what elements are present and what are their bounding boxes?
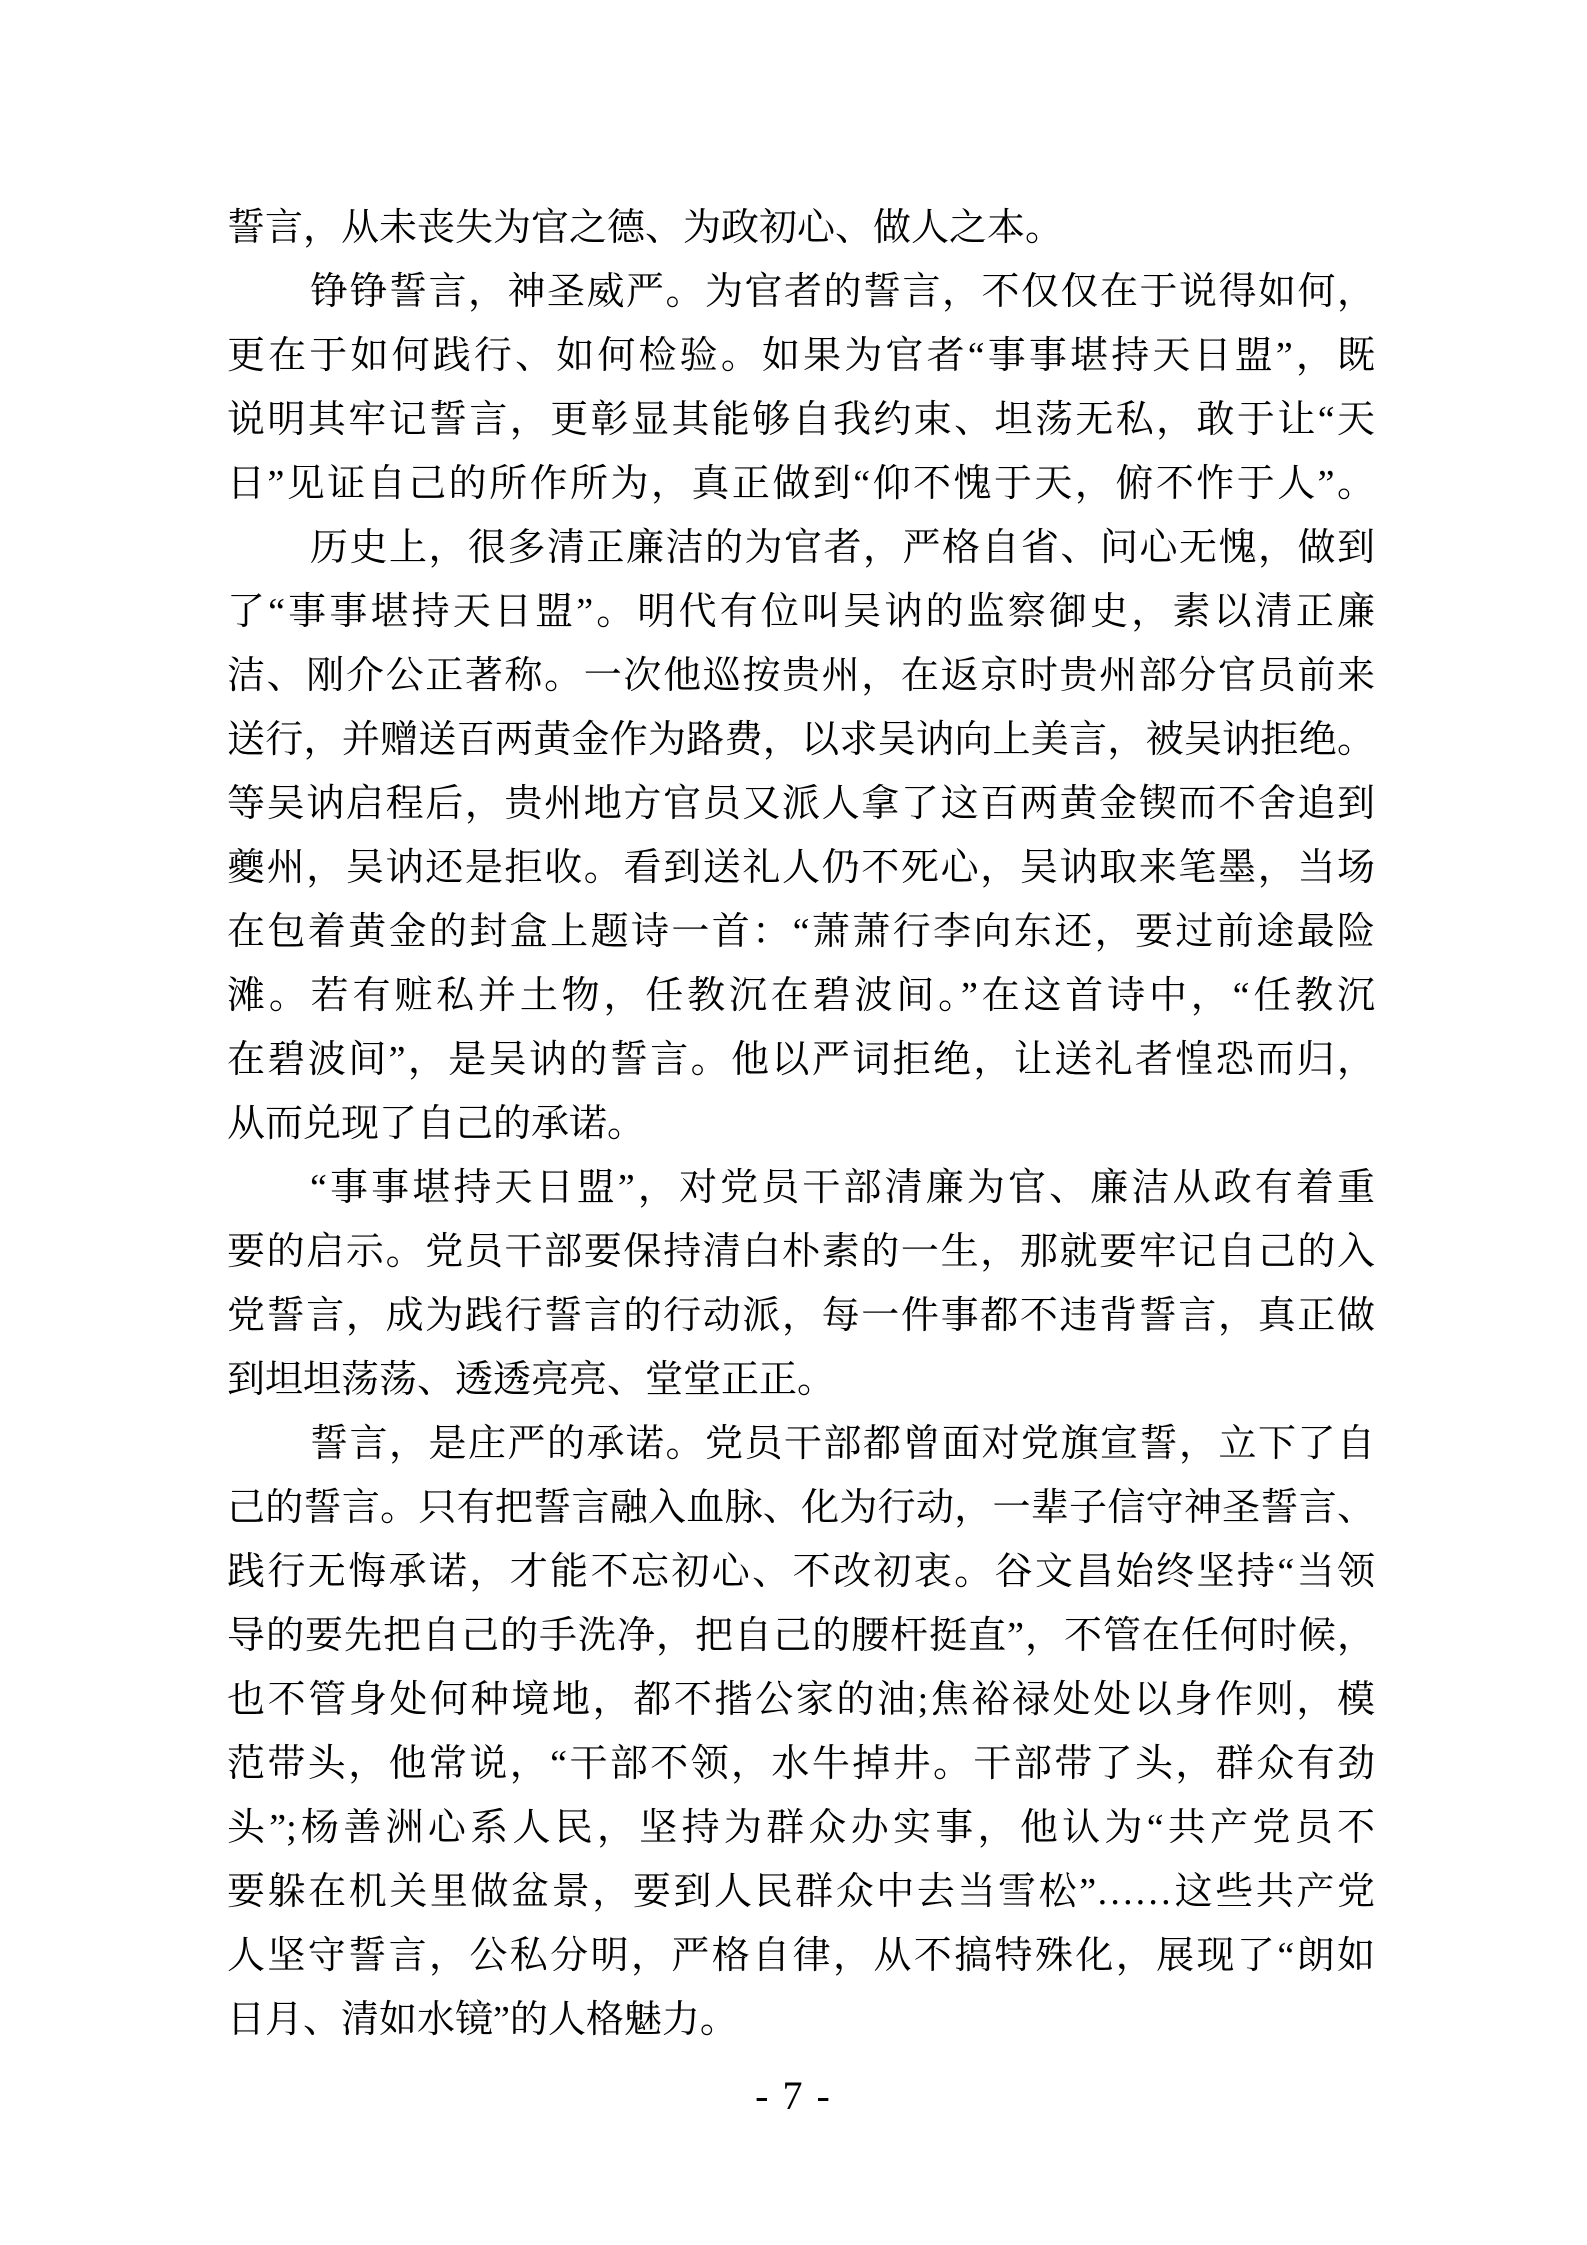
text-line: 要的启示。党员干部要保持清白朴素的一生，那就要牢记自己的入 <box>227 1231 1375 1273</box>
text-line: 日月、清如水镜”的人格魅力。 <box>227 1999 738 2041</box>
text-line: 了“事事堪持天日盟”。明代有位叫吴讷的监察御史，素以清正廉 <box>227 591 1375 633</box>
text-line: 党誓言，成为践行誓言的行动派，每一件事都不违背誓言，真正做 <box>227 1295 1375 1337</box>
body-text <box>227 196 1375 2052</box>
text-line: “事事堪持天日盟”，对党员干部清廉为官、廉洁从政有着重 <box>310 1167 1375 1209</box>
text-line: 也不管身处何种境地，都不揩公家的油;焦裕禄处处以身作则，模 <box>227 1679 1375 1721</box>
text-line: 要躲在机关里做盆景，要到人民群众中去当雪松”……这些共产党 <box>227 1871 1375 1913</box>
text-line: 头”;杨善洲心系人民，坚持为群众办实事，他认为“共产党员不 <box>227 1807 1375 1849</box>
text-line: 铮铮誓言，神圣威严。为官者的誓言，不仅仅在于说得如何， <box>310 271 1375 313</box>
text-line: 更在于如何践行、如何检验。如果为官者“事事堪持天日盟”，既 <box>227 335 1375 377</box>
page-number: - 7 - <box>755 2073 832 2118</box>
text-line: 范带头，他常说，“干部不领，水牛掉井。干部带了头，群众有劲 <box>227 1743 1375 1785</box>
text-line: 己的誓言。只有把誓言融入血脉、化为行动，一辈子信守神圣誓言、 <box>227 1487 1375 1529</box>
text-line: 从而兑现了自己的承诺。 <box>227 1103 646 1145</box>
text-line: 在包着黄金的封盒上题诗一首：“萧萧行李向东还，要过前途最险 <box>227 911 1375 953</box>
text-line: 等吴讷启程后，贵州地方官员又派人拿了这百两黄金锲而不舍追到 <box>227 783 1375 825</box>
text-line: 夔州，吴讷还是拒收。看到送礼人仍不死心，吴讷取来笔墨，当场 <box>227 847 1375 889</box>
text-line: 誓言，从未丧失为官之德、为政初心、做人之本。 <box>227 207 1064 249</box>
text-line: 说明其牢记誓言，更彰显其能够自我约束、坦荡无私，敢于让“天 <box>227 399 1375 441</box>
text-line: 洁、刚介公正著称。一次他巡按贵州，在返京时贵州部分官员前来 <box>227 655 1375 697</box>
text-line: 历史上，很多清正廉洁的为官者，严格自省、问心无愧，做到 <box>310 527 1375 569</box>
text-line: 到坦坦荡荡、透透亮亮、堂堂正正。 <box>227 1359 836 1401</box>
text-line: 誓言，是庄严的承诺。党员干部都曾面对党旗宣誓，立下了自 <box>310 1423 1375 1465</box>
text-line: 在碧波间”，是吴讷的誓言。他以严词拒绝，让送礼者惶恐而归， <box>227 1039 1375 1081</box>
text-line: 践行无悔承诺，才能不忘初心、不改初衷。谷文昌始终坚持“当领 <box>227 1551 1375 1593</box>
text-line: 导的要先把自己的手洗净，把自己的腰杆挺直”，不管在任何时候， <box>227 1615 1375 1657</box>
text-line: 日”见证自己的所作所为，真正做到“仰不愧于天，俯不怍于人”。 <box>227 463 1375 505</box>
text-line: 滩。若有赃私并土物，任教沉在碧波间。”在这首诗中，“任教沉 <box>227 975 1375 1017</box>
text-line: 送行，并赠送百两黄金作为路费，以求吴讷向上美言，被吴讷拒绝。 <box>227 719 1375 761</box>
text-line: 人坚守誓言，公私分明，严格自律，从不搞特殊化，展现了“朗如 <box>227 1935 1375 1977</box>
